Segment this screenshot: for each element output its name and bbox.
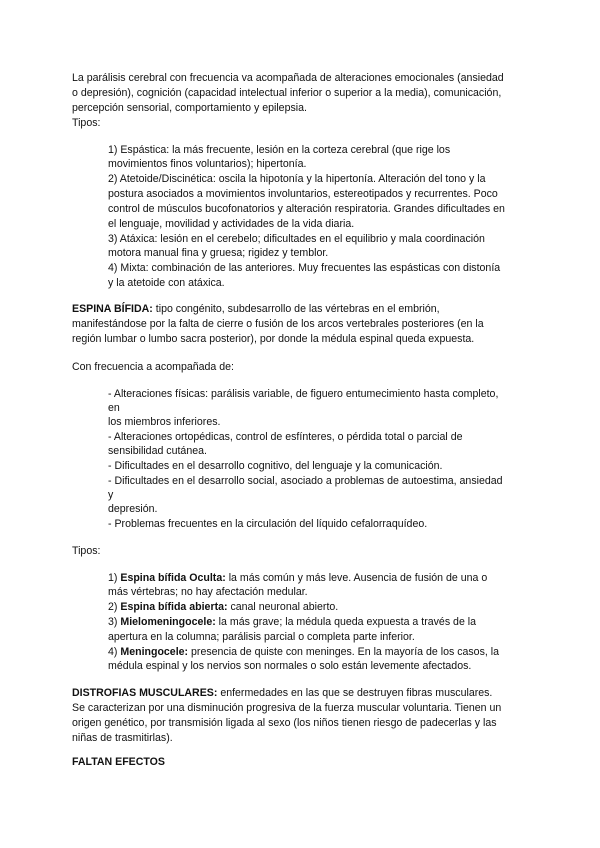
cp-intro-line-2: o depresión), cognición (capacidad intelectual inferior o superior a la media), comunicación,: [72, 87, 502, 99]
cp-type-line: 4) Mixta: combinación de las anteriores. Muy frecuentes las espásticas con distonía: [108, 262, 501, 274]
cp-type-line: 2) Atetoide/Discinética: oscila la hipotonía y la hipertonía. Alteración del tono y la: [108, 173, 486, 185]
sb-type-line: [108, 645, 499, 659]
sb-bullet-line: en: [108, 402, 120, 414]
sb-type-line: [108, 600, 338, 614]
sb-type-name: Espina bífida abierta:: [120, 601, 228, 613]
spina-bifida-line: manifestándose por la falta de cierre o fusión de los arcos vertebrales posteriores (en la: [72, 318, 484, 330]
spina-bifida-definition: tipo congénito, subdesarrollo de las vértebras en el embrión,: [152, 303, 440, 315]
sb-type-prefix: 2): [108, 601, 121, 613]
sb-type-prefix: 4): [108, 646, 121, 658]
cp-type-line: movimientos finos voluntarios); hipertonía.: [108, 158, 307, 170]
sb-type-name: Meningocele:: [120, 646, 189, 658]
dystrophies-line: Se caracterizan por una disminución progresiva de la fuerza muscular voluntaria. Tienen un: [72, 702, 502, 714]
sb-bullet-line: - Dificultades en el desarrollo cognitivo, del lenguaje y la comunicación.: [108, 460, 443, 472]
sb-type-line: [108, 615, 476, 629]
dystrophies-line: origen genético, por transmisión ligada al sexo (los niños tienen riesgo de padecerlas y las: [72, 717, 497, 729]
sb-type-name: Espina bífida Oculta:: [120, 572, 226, 584]
cp-type-line: y la atetoide con atáxica.: [108, 277, 225, 289]
sb-bullet-line: - Alteraciones ortopédicas, control de esfínteres, o pérdida total o parcial de: [108, 431, 463, 443]
missing-effects-heading: FALTAN EFECTOS: [72, 756, 165, 768]
sb-type-line: [108, 571, 487, 585]
sb-type-description: más vértebras; no hay afectación medular.: [108, 586, 308, 598]
sb-type-description: canal neuronal abierto.: [227, 601, 339, 613]
cp-intro-line-3: percepción sensorial, comportamiento y epilepsia.: [72, 102, 307, 114]
cp-type-line: control de músculos bucofonatorios y alteración respiratoria. Grandes dificultades en: [108, 203, 505, 215]
sb-bullet-line: depresión.: [108, 503, 158, 515]
cp-type-line: motora manual fina y gruesa; rigidez y temblor.: [108, 247, 329, 259]
cp-type-line: 1) Espástica: la más frecuente, lesión en la corteza cerebral (que rige los: [108, 144, 451, 156]
sb-type-line: [108, 630, 415, 644]
sb-type-description: la más común y más leve. Ausencia de fusión de una o: [225, 572, 488, 584]
sb-type-description: la más grave; la médula queda expuesta a través de la: [215, 616, 477, 628]
sb-bullet-line: sensibilidad cutánea.: [108, 445, 207, 457]
sb-type-description: apertura en la columna; parálisis parcial o completa parte inferior.: [108, 631, 415, 643]
sb-bullet-line: - Problemas frecuentes en la circulación del líquido cefalorraquídeo.: [108, 518, 428, 530]
accompanied-label: Con frecuencia a acompañada de:: [72, 361, 234, 373]
sb-type-description: presencia de quiste con meninges. En la mayoría de los casos, la: [188, 646, 500, 658]
cp-type-line: postura asociados a movimientos involuntarios, estereotipados y recurrentes. Poco: [108, 188, 498, 200]
sb-tipos-label: Tipos:: [72, 545, 101, 557]
dystrophies-first-line: [72, 686, 492, 700]
spina-bifida-heading: ESPINA BÍFIDA:: [72, 303, 153, 315]
dystrophies-heading: DISTROFIAS MUSCULARES:: [72, 687, 218, 699]
sb-type-line: [108, 585, 308, 599]
sb-bullet-line: los miembros inferiores.: [108, 416, 221, 428]
sb-type-description: médula espinal y los nervios son normales o solo están levemente afectados.: [108, 660, 472, 672]
cp-type-line: el lenguaje, movilidad y actividades de la vida diaria.: [108, 218, 355, 230]
sb-type-line: [108, 659, 471, 673]
sb-type-prefix: 3): [108, 616, 121, 628]
sb-bullet-line: y: [108, 489, 114, 501]
dystrophies-definition: enfermedades en las que se destruyen fibras musculares.: [217, 687, 493, 699]
cp-tipos-label: Tipos:: [72, 117, 101, 129]
sb-bullet-line: - Dificultades en el desarrollo social, asociado a problemas de autoestima, ansiedad: [108, 475, 503, 487]
cp-intro-line-1: La parálisis cerebral con frecuencia va acompañada de alteraciones emocionales (ansiedad: [72, 72, 504, 84]
sb-type-name: Mielomeningocele:: [120, 616, 216, 628]
cp-type-line: 3) Atáxica: lesión en el cerebelo; dificultades en el equilibrio y mala coordinación: [108, 233, 485, 245]
spina-bifida-line: región lumbar o lumbo sacra posterior), por donde la médula espinal queda expuesta.: [72, 333, 475, 345]
dystrophies-line: niñas de trasmitirlas).: [72, 732, 173, 744]
sb-bullet-line: - Alteraciones físicas: parálisis variable, de figuero entumecimiento hasta completo,: [108, 388, 499, 400]
spina-bifida-first-line: [72, 302, 440, 316]
sb-type-prefix: 1): [108, 572, 121, 584]
